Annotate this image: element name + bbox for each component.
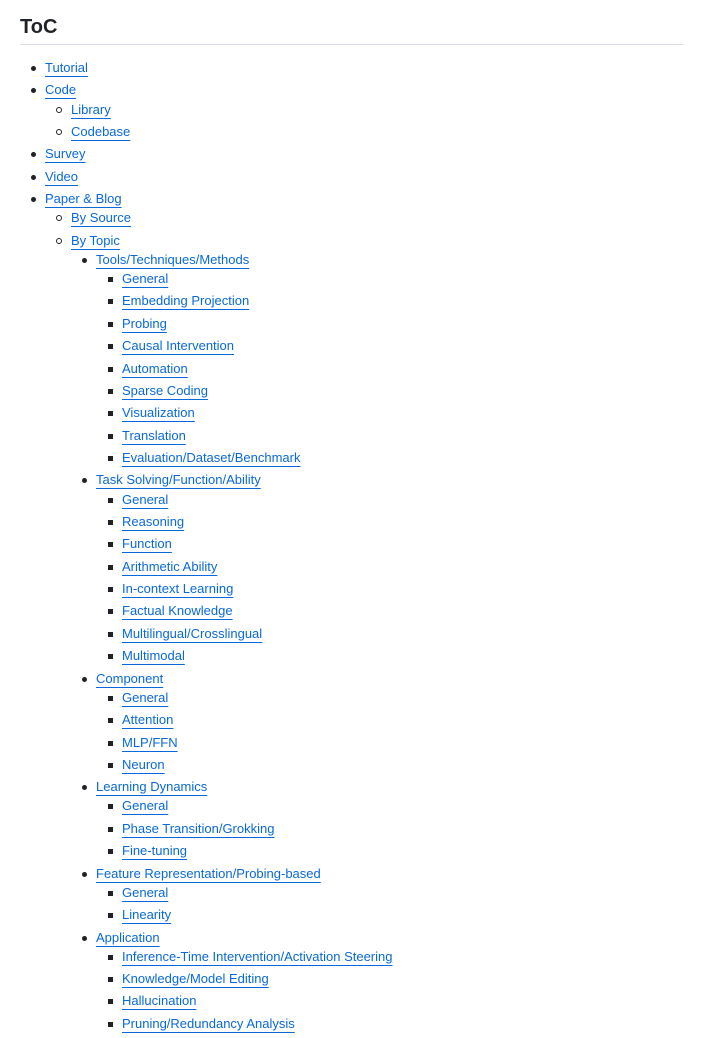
toc-link-codebase[interactable]: Codebase	[71, 124, 131, 139]
bullet-icon	[108, 891, 113, 896]
toc-link-component-1[interactable]: Attention	[122, 712, 174, 727]
bullet-icon	[31, 197, 36, 202]
bullet-icon	[108, 741, 113, 746]
bullet-icon	[108, 587, 113, 592]
toc-link-feature-0[interactable]: General	[122, 885, 169, 900]
bullet-icon	[82, 785, 87, 790]
toc-link-task-1[interactable]: Reasoning	[122, 514, 185, 529]
toc-link-component-2[interactable]: MLP/FFN	[122, 735, 178, 750]
bullet-icon	[108, 955, 113, 960]
toc-link-library[interactable]: Library	[71, 102, 111, 117]
bullet-icon	[56, 107, 62, 113]
toc-link-feature[interactable]: Feature Representation/Probing-based	[96, 866, 321, 881]
toc-link-application-0[interactable]: Inference-Time Intervention/Activation Steering	[122, 949, 393, 964]
bullet-icon	[108, 456, 113, 461]
page-title: ToC	[20, 16, 58, 38]
toc-link-tools-5[interactable]: Sparse Coding	[122, 383, 208, 398]
bullet-icon	[108, 654, 113, 659]
bullet-icon	[108, 299, 113, 304]
bullet-icon	[31, 175, 36, 180]
toc-link-tools-8[interactable]: Evaluation/Dataset/Benchmark	[122, 450, 301, 465]
bullet-icon	[108, 632, 113, 637]
toc-link-tools-3[interactable]: Causal Intervention	[122, 338, 235, 353]
toc-link-learning-0[interactable]: General	[122, 798, 169, 813]
toc-link-by-source[interactable]: By Source	[71, 210, 131, 225]
bullet-icon	[108, 367, 113, 372]
bullet-icon	[108, 718, 113, 723]
bullet-icon	[108, 999, 113, 1004]
toc-link-task-6[interactable]: Multilingual/Crosslingual	[122, 626, 263, 641]
bullet-icon	[82, 258, 87, 263]
bullet-icon	[31, 152, 36, 157]
bullet-icon	[108, 977, 113, 982]
toc-link-task-2[interactable]: Function	[122, 536, 172, 551]
toc-link-video[interactable]: Video	[45, 169, 79, 184]
toc-link-application[interactable]: Application	[96, 930, 160, 945]
bullet-icon	[108, 520, 113, 525]
bullet-icon	[31, 88, 36, 93]
bullet-icon	[108, 804, 113, 809]
toc-link-application-2[interactable]: Hallucination	[122, 993, 197, 1008]
bullet-icon	[108, 565, 113, 570]
bullet-icon	[108, 696, 113, 701]
bullet-icon	[108, 498, 113, 503]
toc-link-component-3[interactable]: Neuron	[122, 757, 165, 772]
toc-link-code[interactable]: Code	[45, 82, 77, 97]
toc-link-application-1[interactable]: Knowledge/Model Editing	[122, 971, 269, 986]
toc-link-tools-2[interactable]: Probing	[122, 316, 167, 331]
bullet-icon	[82, 936, 87, 941]
toc-link-learning-1[interactable]: Phase Transition/Grokking	[122, 821, 275, 836]
bullet-icon	[108, 1022, 113, 1027]
bullet-icon	[108, 322, 113, 327]
toc-link-task-3[interactable]: Arithmetic Ability	[122, 559, 218, 574]
bullet-icon	[108, 389, 113, 394]
toc-link-paper-blog[interactable]: Paper & Blog	[45, 191, 122, 206]
toc-link-task-4[interactable]: In-context Learning	[122, 581, 234, 596]
bullet-icon	[108, 344, 113, 349]
toc-link-component[interactable]: Component	[96, 671, 164, 686]
bullet-icon	[108, 763, 113, 768]
toc-link-tools-0[interactable]: General	[122, 271, 169, 286]
bullet-icon	[108, 277, 113, 282]
toc-link-tools-4[interactable]: Automation	[122, 361, 188, 376]
bullet-icon	[82, 872, 87, 877]
bullet-icon	[82, 478, 87, 483]
toc-link-task-5[interactable]: Factual Knowledge	[122, 603, 233, 618]
toc-link-tools-1[interactable]: Embedding Projection	[122, 293, 250, 308]
toc-link-learning-2[interactable]: Fine-tuning	[122, 843, 188, 858]
bullet-icon	[56, 215, 62, 221]
toc-link-task-0[interactable]: General	[122, 492, 169, 507]
toc-link-survey[interactable]: Survey	[45, 146, 86, 161]
bullet-icon	[108, 849, 113, 854]
bullet-icon	[108, 411, 113, 416]
bullet-icon	[108, 913, 113, 918]
bullet-icon	[56, 129, 62, 135]
toc-link-learning[interactable]: Learning Dynamics	[96, 779, 208, 794]
bullet-icon	[108, 609, 113, 614]
toc-link-application-3[interactable]: Pruning/Redundancy Analysis	[122, 1016, 295, 1031]
title-divider	[20, 44, 683, 45]
toc-link-tools[interactable]: Tools/Techniques/Methods	[96, 252, 250, 267]
toc-link-component-0[interactable]: General	[122, 690, 169, 705]
bullet-icon	[108, 827, 113, 832]
toc-link-task[interactable]: Task Solving/Function/Ability	[96, 472, 261, 487]
toc-link-tools-6[interactable]: Visualization	[122, 405, 195, 420]
bullet-icon	[82, 677, 87, 682]
toc-link-task-7[interactable]: Multimodal	[122, 648, 185, 663]
bullet-icon	[108, 542, 113, 547]
toc-link-feature-1[interactable]: Linearity	[122, 907, 172, 922]
bullet-icon	[56, 238, 62, 244]
toc-link-tutorial[interactable]: Tutorial	[45, 60, 88, 75]
bullet-icon	[108, 434, 113, 439]
bullet-icon	[31, 66, 36, 71]
toc-link-by-topic[interactable]: By Topic	[71, 233, 120, 248]
toc-link-tools-7[interactable]: Translation	[122, 428, 186, 443]
